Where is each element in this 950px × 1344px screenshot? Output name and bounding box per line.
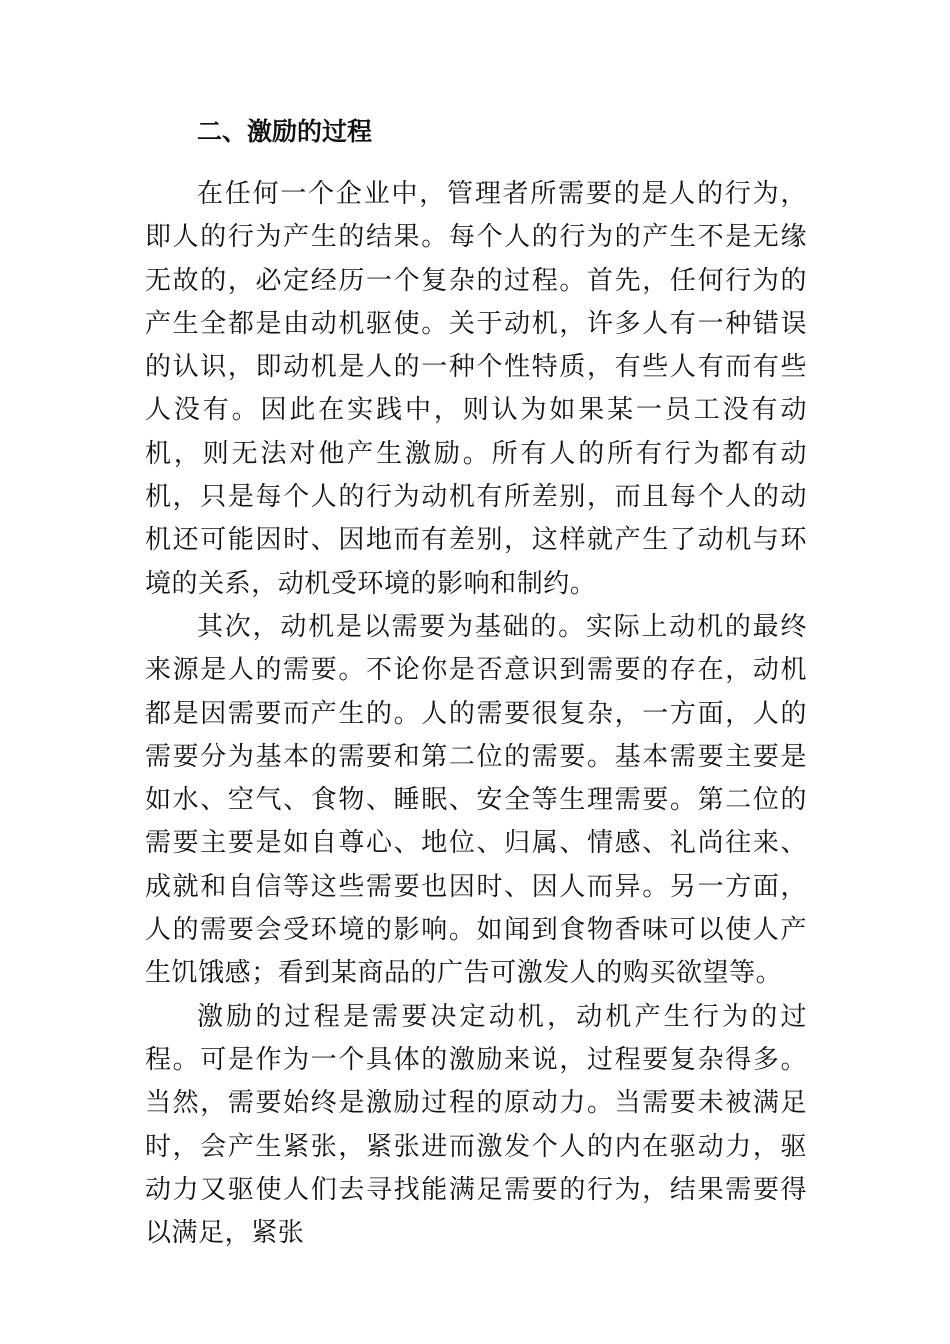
paragraph-motivation-behavior: 在任何一个企业中，管理者所需要的是人的行为，即人的行为产生的结果。每个人的行为的产生不是无缘无故的，必定经历一个复杂的过程。首先，任何行为的产生全都是由动机驱使。关于动机，许多人有一种错误的认识，即动机是人的一种个性特质，有些人有而有些人没有。因此在实践中，则认为如果某一员工没有动机，则无法对他产生激励。所有人的所有行为都有动机，只是每个人的行为动机有所差别，而且每个人的动机还可能因时、因地而有差别，这样就产生了动机与环境的关系，动机受环境的影响和制约。	[145, 179, 807, 599]
paragraph-incentive-process: 激励的过程是需要决定动机，动机产生行为的过程。可是作为一个具体的激励来说，过程要复杂得多。当然，需要始终是激励过程的原动力。当需要未被满足时，会产生紧张，紧张进而激发个人的内在驱动力，驱动力又驱使人们去寻找能满足需要的行为，结果需要得以满足，紧张	[145, 1001, 807, 1249]
section-heading: 二、激励的过程	[197, 117, 373, 146]
paragraph-needs-basis: 其次，动机是以需要为基础的。实际上动机的最终来源是人的需要。不论你是否意识到需要的存在，动机都是因需要而产生的。人的需要很复杂，一方面，人的需要分为基本的需要和第二位的需要。基本需要主要是如水、空气、食物、睡眠、安全等生理需要。第二位的需要主要是如自尊心、地位、归属、情感、礼尚往来、成就和自信等这些需要也因时、因人而异。另一方面，人的需要会受环境的影响。如闻到食物香味可以使人产生饥饿感；看到某商品的广告可激发人的购买欲望等。	[145, 611, 807, 989]
document-body	[145, 108, 807, 1255]
